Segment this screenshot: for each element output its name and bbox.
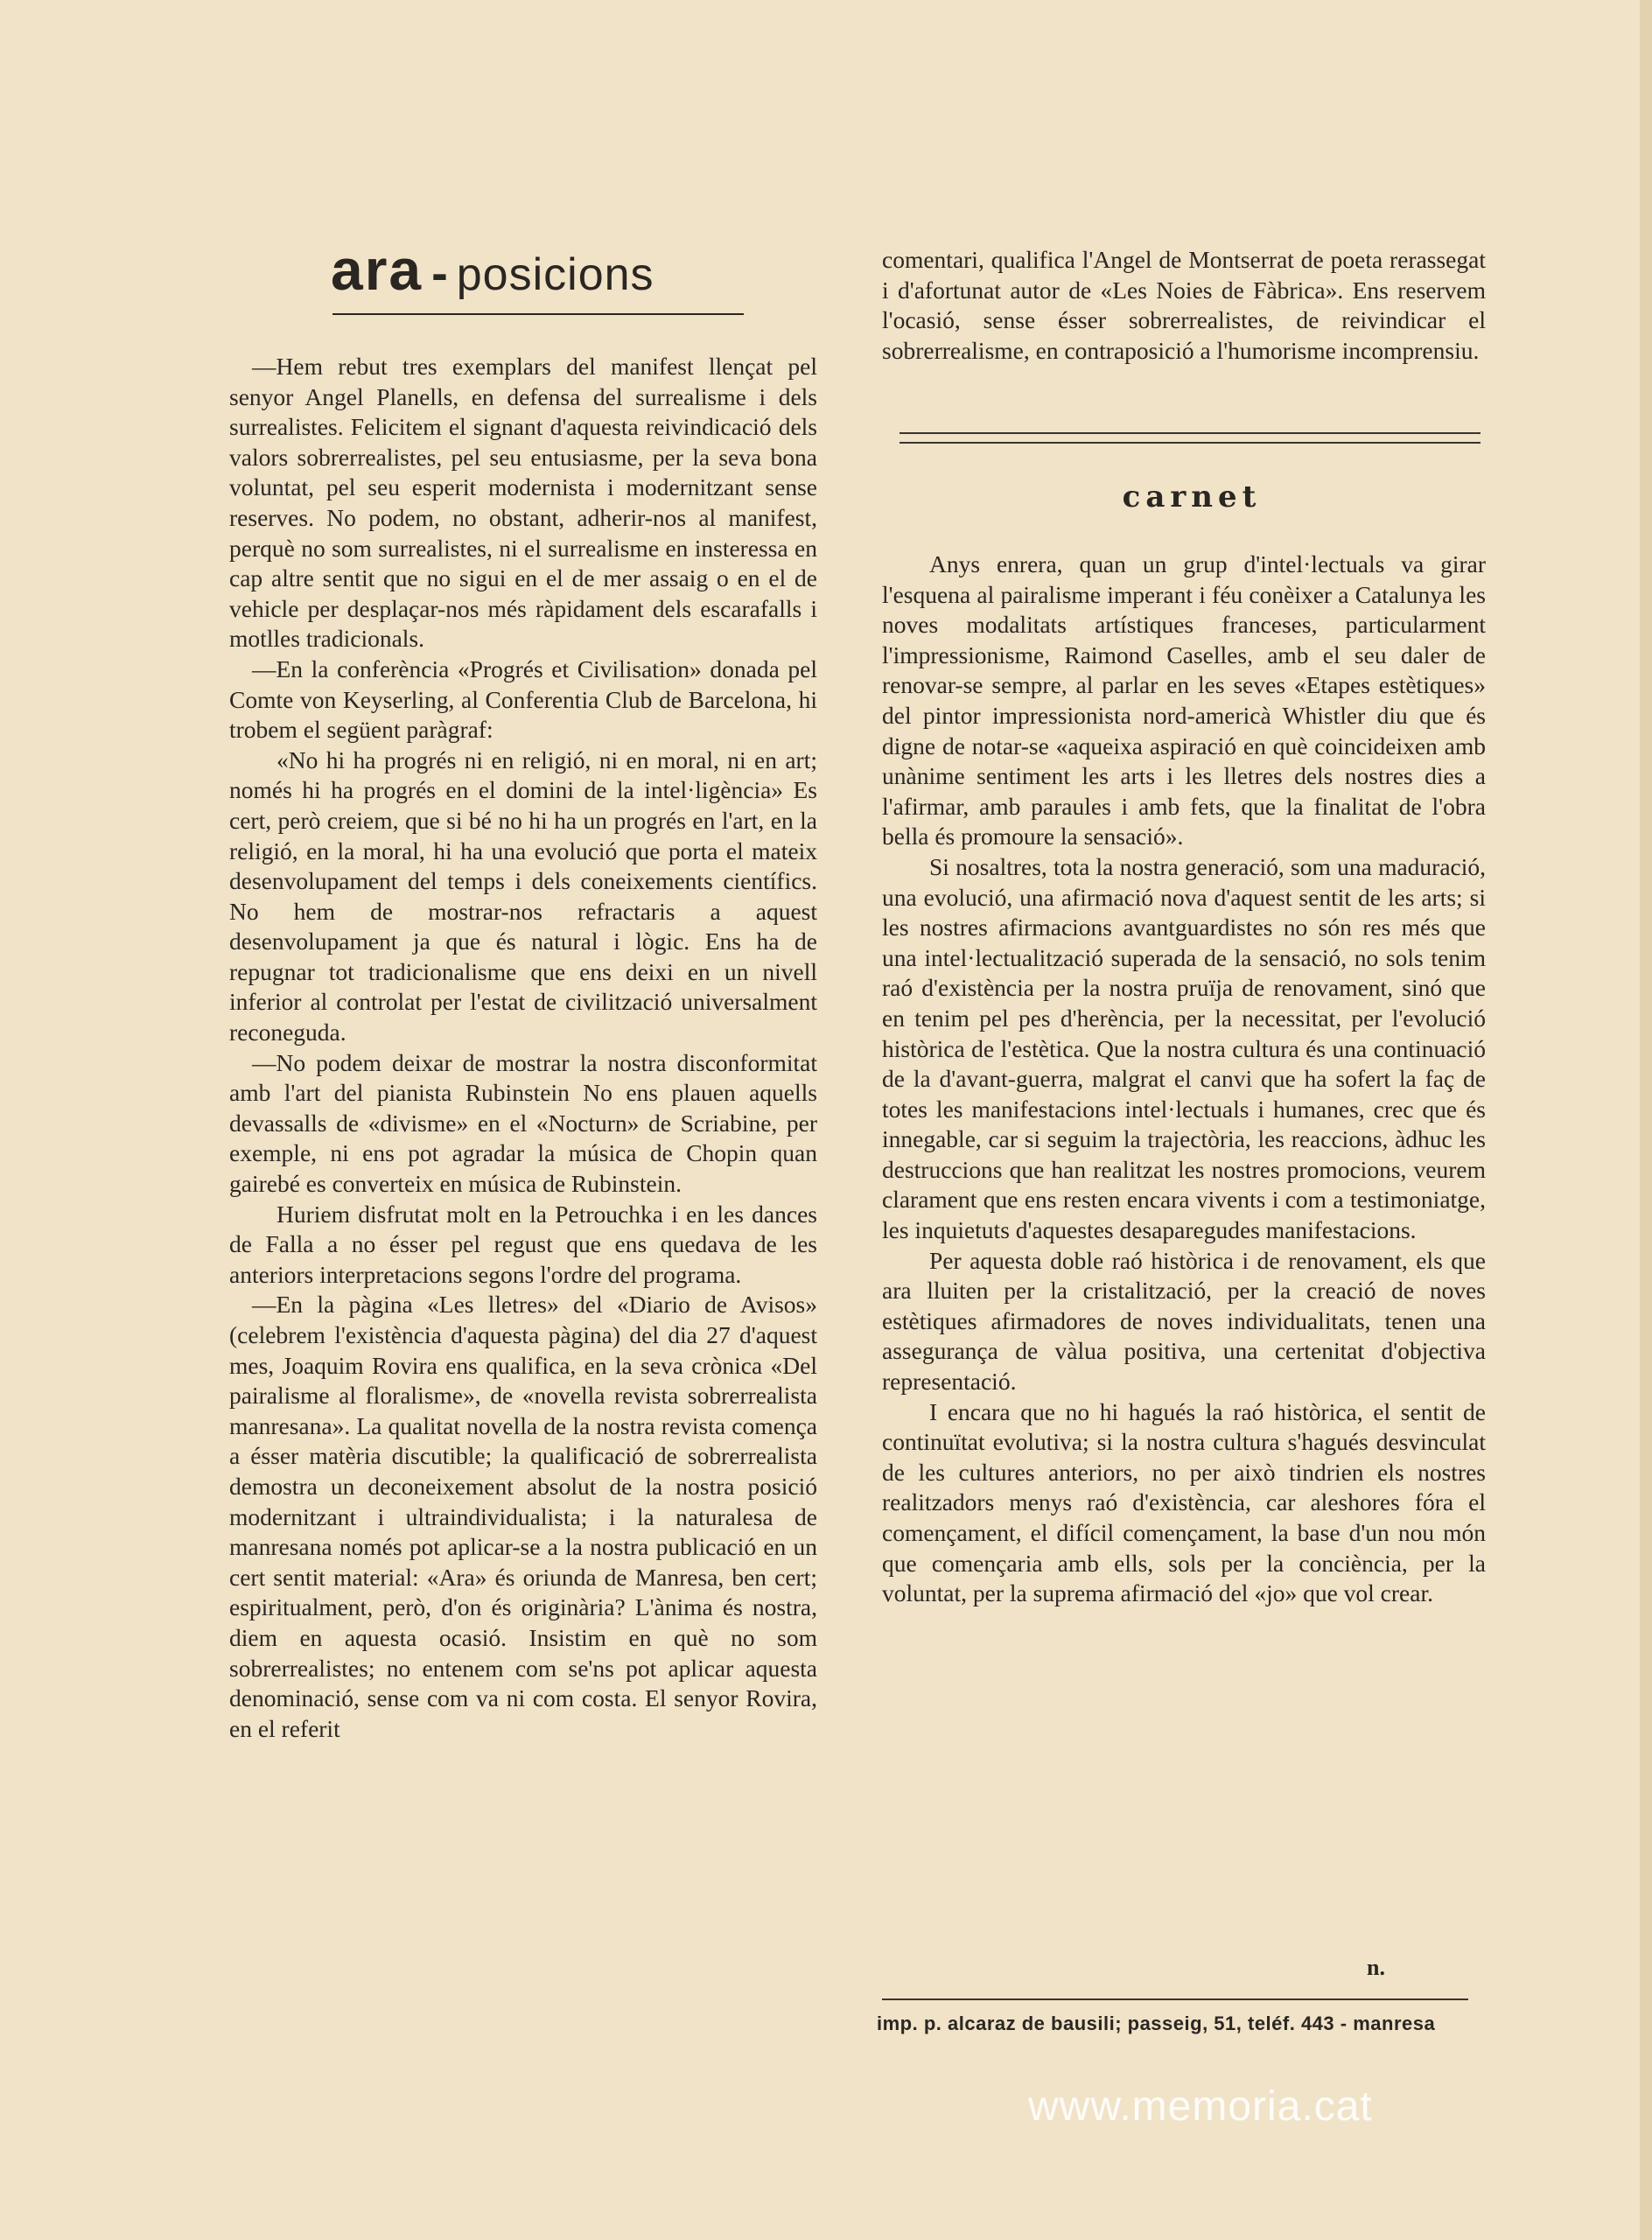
- right-column-continuation: [882, 245, 1486, 366]
- right-column: [882, 550, 1486, 1609]
- printer-imprint: imp. p. alcaraz de bausili; passeig, 51, teléf. 443 - manresa: [877, 2012, 1436, 2034]
- section-heading: carnet: [1122, 480, 1262, 514]
- paragraph: —Hem rebut tres exemplars del manifest llençat pel senyor Angel Planells, en defensa del surrealisme i dels surrealistes. Felicitem el signant d'aquesta reivindicació dels valors sobrerrealistes, pel seu entusiasme, per la seva bona voluntat, pel seu esperit modernista i modernitzant sense reserves. No podem, no obstant, adherir-nos al manifest, perquè no som surrealistes, ni el surrealisme en insteressa en cap altre sentit que no sigui en el de mer assaig o en el de vehicle per desplaçar-nos més ràpidament dels escarafalls i motlles tradicionals.: [229, 353, 817, 653]
- footer-rule: [882, 1998, 1468, 2000]
- paragraph: comentari, qualifica l'Angel de Montserrat de poeta rerassegat i d'afortunat autor de «Les Noies de Fàbrica». Ens reservem l'ocasió, sense ésser sobrerrealistes, de reivindicar el sobrerrealisme, en contraposició a l'humorisme incomprensiu.: [882, 246, 1486, 364]
- watermark: www.memoria.cat: [1028, 2083, 1373, 2130]
- paragraph: Si nosaltres, tota la nostra generació, som una maduració, una evolució, una afirmació nova d'aquest sentit de les arts; si les nostres afirmacions avantguardistes no són res més que una intel·lectualització superada de la sensació, no sols tenim raó d'existència per la nostra pruïja de renovament, sinó que en tenim pel pes d'herència, per la necessitat, per l'evolució històrica de l'estètica. Que la nostra cultura és una continuació de la d'avant-guerra, malgrat el canvi que ha sofert la faç de totes les manifestacions intel·lectuals i humanes, crec que és innegable, car si seguim la trajectòria, les reaccions, àdhuc les destruccions que han realitzat les nostres promocions, veurem clarament que ens resten encara vivents i com a testimoniatge, les inquietuts d'aquestes desaparegudes manifestacions.: [882, 852, 1486, 1244]
- title-main: ara: [331, 237, 424, 302]
- paragraph: Huriem disfrutat molt en la Petrouchka i en les dances de Falla a no ésser pel regust que ens quedava de les anteriors interpretacions segons l'ordre del programa.: [229, 1200, 817, 1288]
- page-edge: [1640, 0, 1652, 2240]
- paragraph: Anys enrera, quan un grup d'intel·lectuals va girar l'esquena al pairalisme imperant i féu conèixer a Catalunya les noves modalitats artístiques franceses, particularment l'impressionisme, Raimond Caselles, amb el seu daler de renovar-se sempre, al parlar en les seves «Etapes estètiques» del pintor impressionista nord-americà Whistler diu que és digne de notar-se «aqueixa aspiració en què coincideixen amb unànime sentiment les arts i les lletres dels nostres dies a l'afirmar, amb paraules i amb fets, que la finalitat de l'obra bella és promoure la sensació».: [882, 550, 1486, 850]
- paragraph: I encara que no hi hagués la raó històrica, el sentit de continuïtat evolutiva; si la nostra cultura s'hagués desvinculat de les cultures anteriors, no per això tindrien els nostres realitzadors menys raó d'existència, car aleshores fóra el començament, el difícil començament, la base d'un nou món que començaria amb ells, sols per la conciència, per la voluntat, per la suprema afirmació del «jo» que vol crear.: [882, 1397, 1486, 1607]
- title-dash: -: [431, 245, 448, 300]
- title-underline: [332, 313, 744, 315]
- quote-paragraph: «No hi ha progrés ni en religió, ni en moral, ni en art; només hi ha progrés en el domini de la intel·ligència» Es cert, però creiem, que si bé no hi ha un progrés en l'art, en la religió, en la moral, hi ha una evolució que porta el mateix desenvolupament del temps i dels coneixements científics. No hem de mostrar-nos refractaris a aquest desenvolupament ja que és natural i lògic. Ens ha de repugnar tot tradicionalisme que ens deixi en un nivell inferior al controlat per l'estat de civilització universalment reconeguda.: [229, 746, 817, 1046]
- paragraph: Per aquesta doble raó històrica i de renovament, els que ara lluiten per la cristalització, per la creació de noves estètiques afirmadores de noves individualitats, tenen una assegurança de vàlua positiva, una certenitat d'objectiva representació.: [882, 1246, 1486, 1396]
- paragraph: —En la pàgina «Les lletres» del «Diario de Avisos» (celebrem l'existència d'aquesta pàgina) del dia 27 d'aquest mes, Joaquim Rovira ens qualifica, en la seva crònica «Del pairalisme al floralisme», de «novella revista sobrerrealista manresana». La qualitat novella de la nostra revista comença a ésser matèria discutible; la qualificació de sobrerrealista demostra un deconeixement absolut de la nostra posició modernitzant i ultraindividualista; i la naturalesa de manresana només pot aplicar-se a la nostra publicació en un cert sentit material: «Ara» és oriunda de Manresa, ben cert; espiritualment, però, d'on és originària? L'ànima és nostra, diem en aquesta ocasió. Insistim en què no som sobrerrealistes; no entenem com se'ns pot aplicar aquesta denominació, sense com va ni com costa. El senyor Rovira, en el referit: [229, 1291, 817, 1742]
- title-sub: posicions: [456, 249, 654, 300]
- author-signature: n.: [1367, 1955, 1385, 1980]
- paragraph: —No podem deixar de mostrar la nostra disconformitat amb l'art del pianista Rubinstein No ens plauen aquells devassalls de «divisme» en el «Nocturn» de Scriabine, per exemple, ni ens pot agradar la música de Chopin quan gairebé es converteix en música de Rubinstein.: [229, 1048, 817, 1198]
- left-column: [229, 352, 817, 1744]
- page-title: [331, 236, 751, 303]
- section-divider: [900, 432, 1480, 444]
- paragraph: —En la conferència «Progrés et Civilisation» donada pel Comte von Keyserling, al Conferentia Club de Barcelona, hi trobem el següent paràgraf:: [229, 654, 817, 744]
